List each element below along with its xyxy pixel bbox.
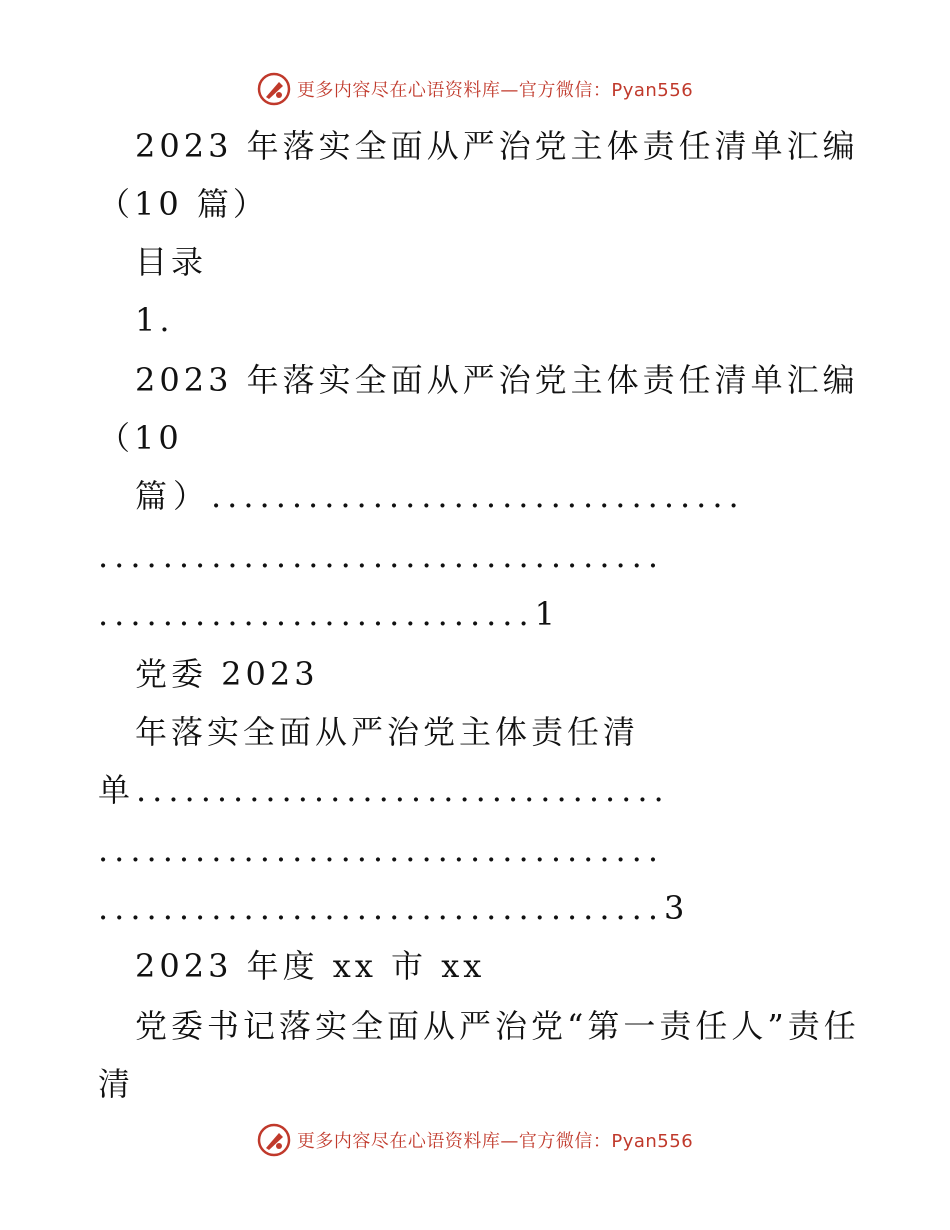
toc-item-2-leader-cont: ...................................: [98, 831, 665, 869]
toc-item-3-title-end: 清: [98, 1065, 135, 1103]
toc-item-2-title-cont: 年落实全面从严治党主体责任清: [135, 713, 640, 751]
doc-title-count: （10 篇）: [98, 185, 269, 223]
watermark-text: 更多内容尽在心语资料库—官方微信：Pyan556: [296, 1131, 694, 1152]
pen-logo-icon: [257, 1123, 291, 1157]
toc-item-number: 1.: [135, 301, 174, 339]
watermark-header: [0, 72, 950, 106]
toc-item-1-page: ...........................1: [98, 595, 561, 633]
toc-item-2-page: ...................................3: [98, 889, 691, 927]
watermark-text: 更多内容尽在心语资料库—官方微信：Pyan556: [296, 80, 694, 101]
toc-item-3-title-cont: 党委书记落实全面从严治党“第一责任人”责任: [135, 1007, 860, 1045]
toc-item-1-leader: 篇）.................................: [135, 477, 745, 515]
toc-item-2-title: 党委 2023: [135, 655, 319, 693]
pen-logo-icon: [257, 72, 291, 106]
toc-item-1-leader-cont: ...................................: [98, 537, 665, 575]
toc-item-1-title: 2023 年落实全面从严治党主体责任清单汇编: [135, 361, 859, 399]
toc-item-1-title-cont: （10: [98, 419, 183, 457]
toc-item-2-leader: 单.................................: [98, 771, 670, 809]
toc-item-3-title: 2023 年度 xx 市 xx: [135, 947, 486, 985]
doc-title: 2023 年落实全面从严治党主体责任清单汇编: [135, 127, 859, 165]
watermark-footer: [0, 1123, 950, 1157]
toc-heading: 目录: [135, 243, 208, 281]
